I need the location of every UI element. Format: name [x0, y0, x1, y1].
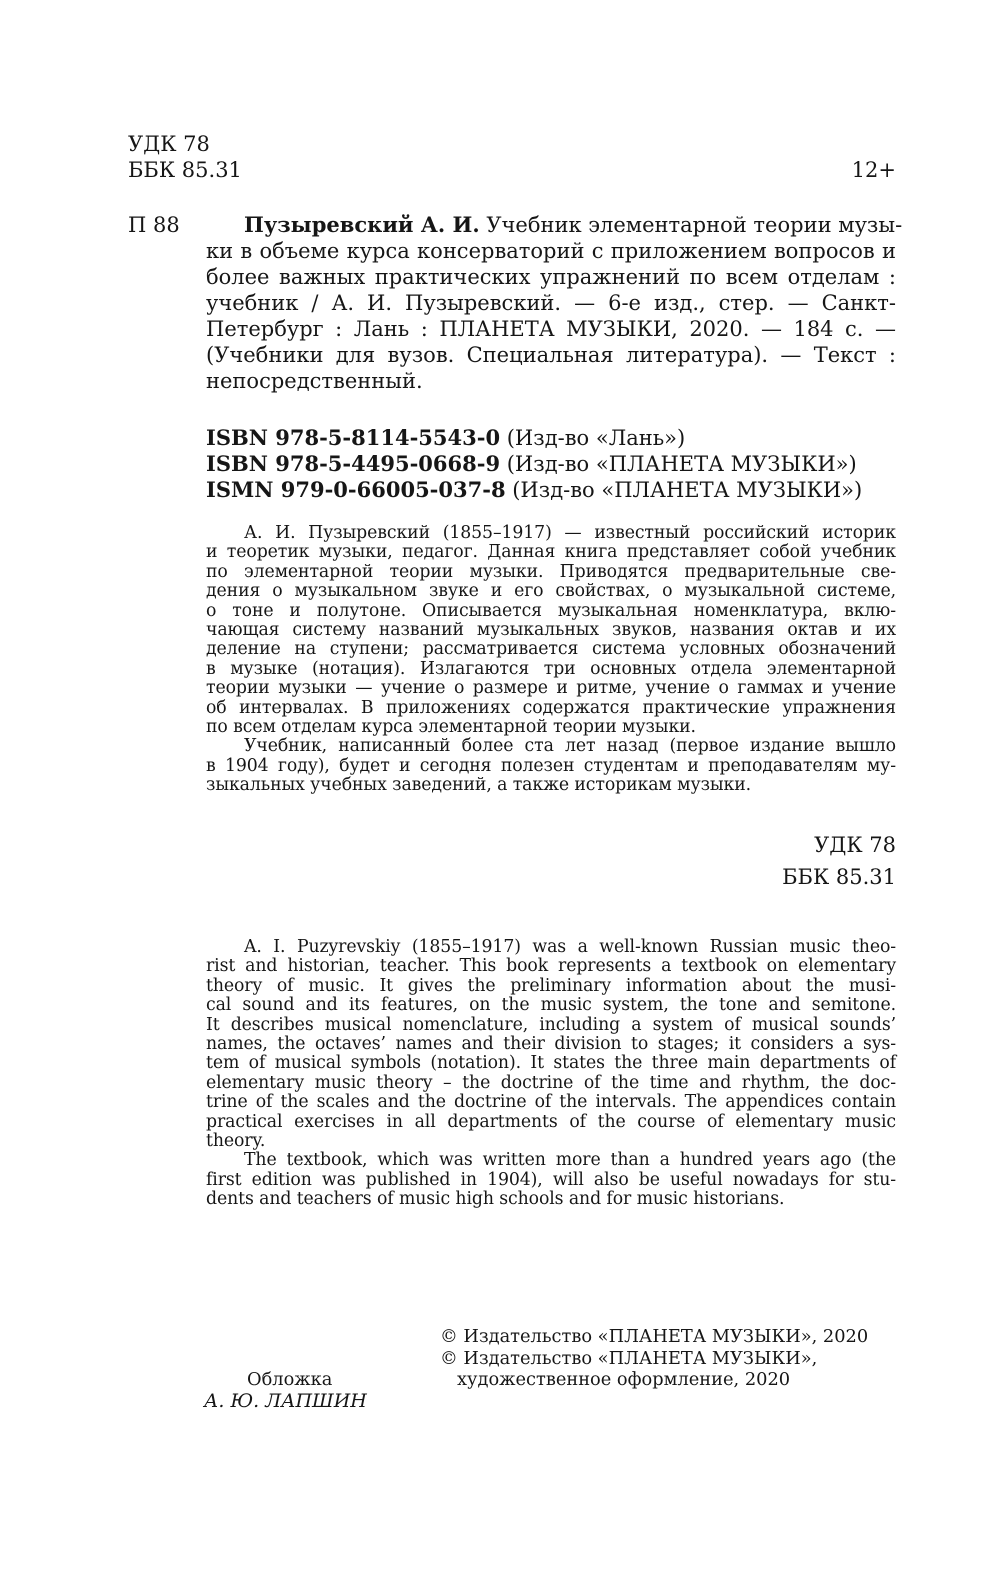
annotation-line: names, the octaves’ names and their division to stages; it considers a sys-	[206, 1034, 896, 1055]
identifier-number: ISBN 978-5-8114-5543-0	[206, 425, 501, 450]
annotation-line: деление на ступени; рассматривается система условных обозначений	[206, 639, 896, 660]
annotation-line: theory.	[206, 1131, 266, 1152]
identifier-number: ISBN 978-5-4495-0668-9	[206, 451, 501, 476]
catalog-line	[244, 212, 903, 238]
annotation-line: зыкальных учебных заведений, а также историкам музыки.	[206, 775, 752, 796]
annotation-line: rist and historian, teacher. This book represents a textbook on elementary	[206, 956, 896, 977]
identifier-line	[206, 477, 896, 503]
catalog-line	[206, 342, 896, 368]
annotation-line: по элементарной теории музыки. Приводятся предварительные све-	[206, 561, 896, 582]
annotation-line: It describes musical nomenclature, including a system of musical sounds’	[206, 1014, 896, 1035]
annotation-line: о тоне и полутоне. Описывается музыкальная номенклатура, вклю-	[206, 600, 896, 621]
annotation-russian	[206, 524, 896, 796]
catalog-text: Учебник элементарной теории музы-	[479, 213, 903, 237]
annotation-line: А. И. Пузыревский (1855–1917) — известный российский историк	[244, 523, 896, 543]
cover-label: Обложка	[247, 1369, 333, 1390]
annotation-line: чающая систему названий музыкальных звуков, названия октав и их	[206, 620, 896, 641]
catalog-line	[206, 264, 896, 290]
catalog-text: Петербург : Лань : ПЛАНЕТА МУЗЫКИ, 2020. — 184 с. —	[206, 317, 896, 341]
annotation-line: theory of music. It gives the preliminary information about the musi-	[206, 975, 896, 996]
copyright-line-2: © Издательство «ПЛАНЕТА МУЗЫКИ»,	[440, 1348, 818, 1369]
annotation-line: practical exercises in all departments of the course of elementary music	[206, 1111, 896, 1132]
catalog-text: непосредственный.	[206, 369, 423, 393]
annotation-line: dents and teachers of music high schools and for music historians.	[206, 1189, 785, 1210]
annotation-line: дения о музыкальном звуке и его свойствах, о музыкальной системе,	[206, 581, 896, 602]
catalog-text: более важных практических упражнений по всем отделам :	[206, 265, 896, 289]
annotation-line: по всем отделам курса элементарной теории музыки.	[206, 717, 696, 738]
identifier-publisher: (Изд-во «ПЛАНЕТА МУЗЫКИ»)	[500, 452, 857, 476]
identifier-publisher: (Изд-во «ПЛАНЕТА МУЗЫКИ»)	[505, 478, 863, 502]
catalog-author: Пузыревский А. И.	[244, 212, 480, 237]
catalog-text: учебник / А. И. Пузыревский. — 6-е изд., стер. — Санкт-	[206, 291, 896, 315]
annotation-line: first edition was published in 1904), will also be useful nowadays for stu-	[206, 1169, 896, 1190]
udk-code: УДК 78	[128, 132, 210, 156]
age-rating: 12+	[851, 158, 896, 182]
annotation-udk: УДК 78	[814, 833, 896, 857]
identifier-line	[206, 425, 896, 451]
annotation-line: The textbook, which was written more than a hundred years ago (the	[244, 1150, 896, 1171]
catalog-line	[206, 316, 896, 342]
catalog-line	[206, 368, 896, 394]
identifier-number: ISMN 979-0-66005-037-8	[206, 477, 506, 502]
cover-designer: А. Ю. ЛАПШИН	[204, 1390, 367, 1412]
annotation-line: в музыке (нотация). Излагаются три основных отдела элементарной	[206, 658, 896, 679]
catalog-text: (Учебники для вузов. Специальная литература). — Текст :	[206, 343, 896, 367]
author-mark: П 88	[128, 213, 180, 237]
annotation-line: об интервалах. В приложениях содержатся практические упражнения	[206, 697, 896, 718]
annotation-line: в 1904 году), будет и сегодня полезен студентам и преподавателям му-	[206, 755, 896, 776]
annotation-english	[206, 938, 896, 1210]
annotation-line: trine of the scales and the doctrine of the intervals. The appendices contain	[206, 1092, 896, 1113]
annotation-line: tem of musical symbols (notation). It states the three main departments of	[206, 1053, 896, 1074]
annotation-line: теории музыки — учение о размере и ритме, учение о гаммах и учение	[206, 678, 896, 699]
catalog-line	[206, 238, 896, 264]
catalog-description	[206, 212, 903, 394]
catalog-line	[206, 290, 896, 316]
annotation-line: и теоретик музыки, педагог. Данная книга представляет собой учебник	[206, 542, 896, 563]
copyright-line-3: художественное оформление, 2020	[457, 1369, 791, 1390]
identifier-line	[206, 451, 896, 477]
annotation-bbk: ББК 85.31	[782, 865, 896, 889]
identifiers-block	[206, 425, 896, 503]
identifier-publisher: (Изд-во «Лань»)	[500, 426, 686, 450]
copyright-line-1: © Издательство «ПЛАНЕТА МУЗЫКИ», 2020	[440, 1326, 869, 1347]
bbk-code: ББК 85.31	[128, 158, 242, 182]
annotation-line: elementary music theory – the doctrine of the time and rhythm, the doc-	[206, 1072, 896, 1093]
annotation-line: cal sound and its features, on the music system, the tone and semitone.	[206, 995, 896, 1016]
annotation-line: A. I. Puzyrevskiy (1855–1917) was a well-known Russian music theo-	[244, 937, 896, 957]
catalog-text: ки в объеме курса консерваторий с приложением вопросов и	[206, 239, 896, 263]
annotation-line: Учебник, написанный более ста лет назад (первое издание вышло	[244, 736, 896, 757]
